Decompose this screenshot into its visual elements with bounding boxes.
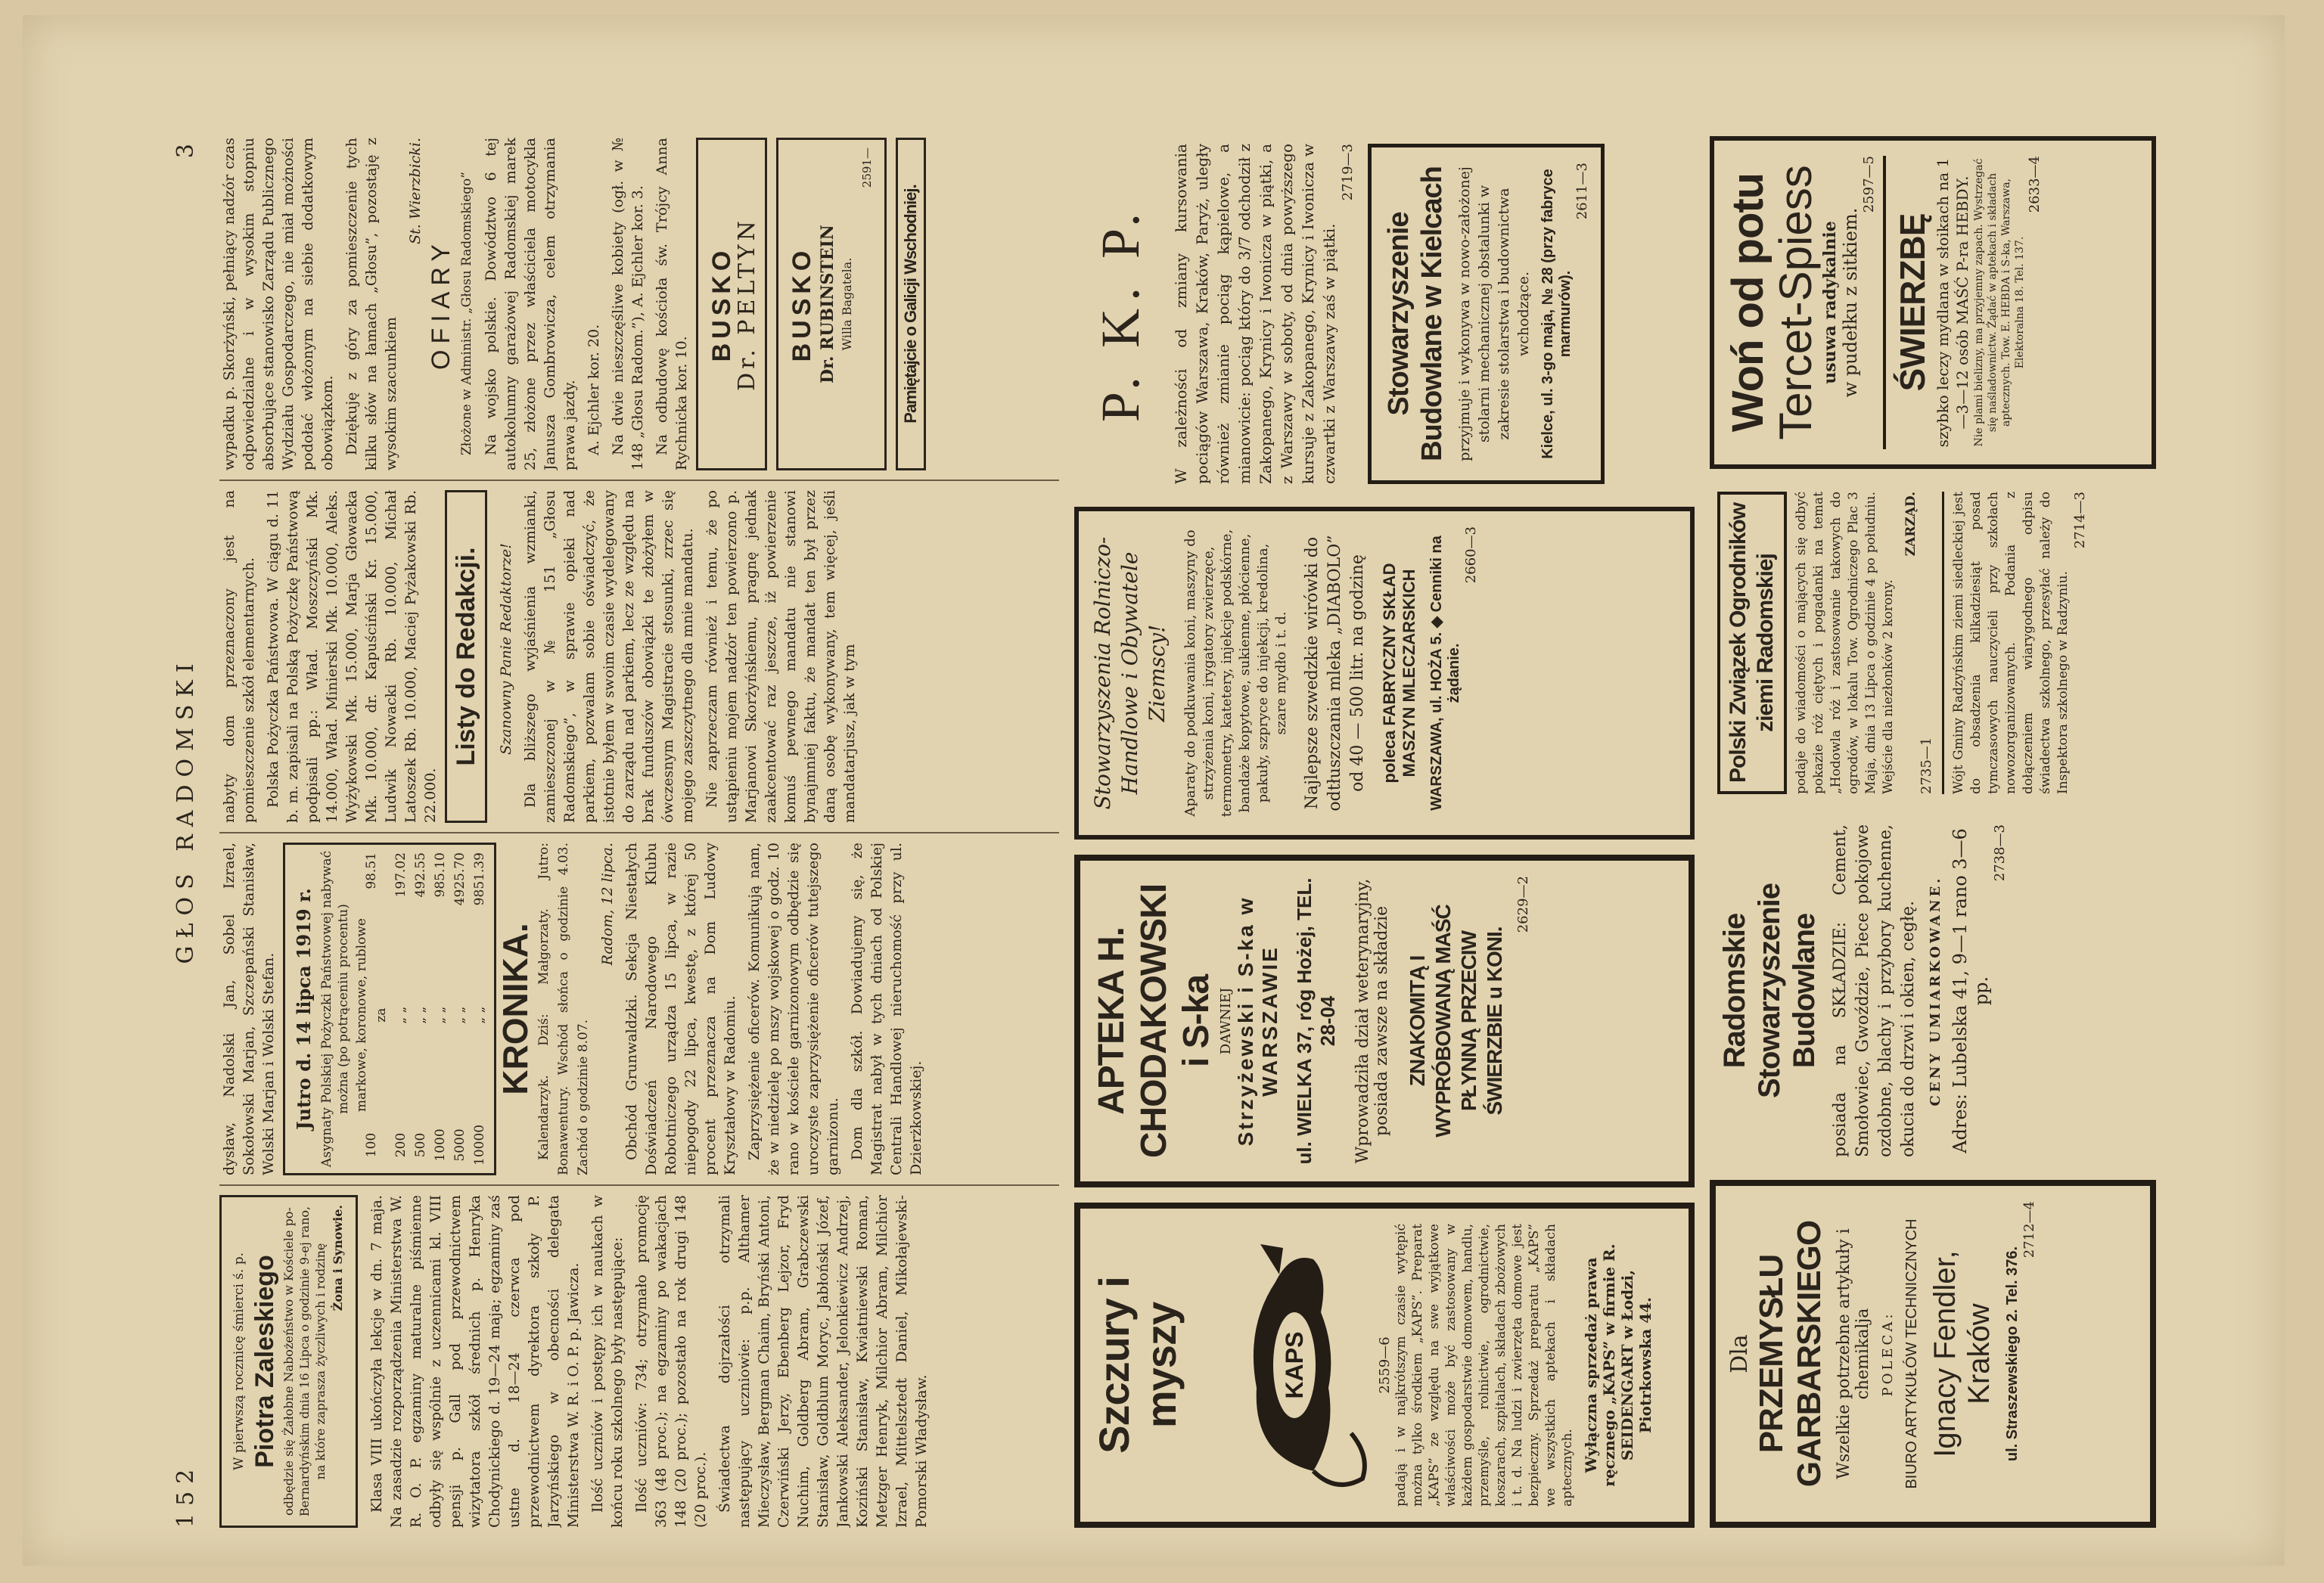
table-row: 500 „ „ 492.55	[413, 852, 428, 1158]
busko-peltyn-ad	[696, 138, 767, 470]
swierzbe-title: ŚWIERZBĘ	[1893, 213, 1932, 392]
tercet-ad	[1710, 136, 2156, 469]
pkp-text: W zależności od zmiany kursowania pociągów Warszawa, Kraków, Paryż, uległy również zmianie pociąg kąpielowe, a mianowicie: pociąg który do 3/7 odchodził z Zakopanego, Krynicy i Iwonicza w piątki, a z Warszawy w soboty, od dnia powyższego kursuje z Zakopanego, Krynicy i Iwonicza w czwartki z Warszawy zaś w piątki.	[1172, 144, 1338, 484]
paragraph: dysław, Nadolski Jan, Sobel Izrael, Sokołowski Marjan, Szczepański Stanisław, Wolski Marjan i Wolski Stefan.	[221, 843, 277, 1175]
page-number-right: 3	[172, 136, 199, 159]
radzyn-text: Wójt Gminy Radzyńskim ziemi siedleckiej jest do obsadzenia kilkadziesiąt posad tymczasowych nauczycieli przy szkołach nowozorganizowanych. Podania z dołączeniem wiarygodnego odpisu świadectwa szkolnego, przesyłać należy do Inspektora szkolnego w Radzyniu.	[1942, 492, 2072, 794]
loan-table	[352, 849, 489, 1169]
column-3	[219, 490, 1059, 823]
galicja-text: Pamiętajcie o Galicji Wschodniej.	[901, 185, 920, 424]
ad-number: 2735—1	[1919, 737, 1934, 794]
kaps-text: padają i w najkrótszym czasie wytępić można tylko środkiem „KAPS”. Preparat „KAPS” ze względu na swe wyjątkowe właściwości może być zastosowany w każdem gospodarstwie domowem, handlu, przemyśle, rolnictwie, ogrodnictwie, koszarach, szpitalach, składach zbożowych i t. d. Na ludzi i zwierzęta domowe jest bezpieczny. Sprzedaż preparatu „KAPS” we wszystkich aptekach i składach aptecznych.	[1393, 1224, 1575, 1507]
table-row: 100 markowe, koronowe, rublowe za 98.51	[354, 852, 389, 1158]
letters-heading: Listy do Redakcji.	[452, 547, 480, 766]
ad-number: 2559—6	[1377, 1336, 1393, 1394]
garbarski-address: ul. Straszewskiego 2. Tel. 376.	[2004, 1246, 2021, 1462]
kielce-title: Stowarzyszenie Budowlane w Kielcach	[1383, 166, 1448, 461]
ad-number: 2591—	[860, 147, 874, 188]
paragraph: Na odbudowę kościoła św. Trójcy Anna Rychnicka kor. 10.	[654, 138, 690, 470]
column-divider	[219, 1184, 1059, 1186]
ogrodnikow-text: podaje do wiadomości o mających się odbyć pokazie róż ciętych i pogadanki na temat „Hodowla róż i zastosowanie takowych do ogrodów, w lokalu Tow. Ogrodniczego Plac 3 Maja, dnia 13 Lipca o godzinie 4 po południu. Wejście dla niezłonków 2 korony.	[1794, 492, 1896, 794]
paragraph: Obchód Grunwaldzki. Sekcja Niestałych Doświadczeń Narodowego Klubu Robotniczego urządza 15 lipca, w razie niepogody 22 lipca, kwestę, z której 50 procent przeznacza na Dom Ludowy Kryształowy w Radomiu.	[623, 843, 738, 1175]
ad-number: 2660—3	[1463, 526, 1479, 584]
calendar: Kalendarzyk. Dziś: Małgorzaty. Jutro: Bonawentury. Wschód słońca o godzinie 4.03. Zachód o godzinie 8.07.	[536, 843, 591, 1175]
diabolo-title: Stowarzyszenia Rolniczo-Handlowe i Obywatele Ziemscy!	[1090, 536, 1170, 810]
chodakowski-text: Wprowadziła dział weterynaryjny, posiada zawsze na składzie	[1353, 878, 1391, 1164]
chodakowski-dawniej: DAWNIEJ	[1218, 987, 1234, 1055]
hebda-ad	[1883, 156, 2043, 449]
radomskie-title: Radomskie Stowarzyszenie Budowlane	[1718, 883, 1821, 1098]
ad-number: 2611—3	[1574, 163, 1590, 220]
obituary-line1: W pierwszą rocznicę śmierci ś. p.	[231, 1252, 247, 1471]
loan-box	[283, 843, 496, 1175]
ad-number: 2714—3	[2072, 492, 2088, 549]
chodakowski-ad	[1074, 855, 1695, 1187]
tercet-z-sitkiem: z sitkiem.	[1840, 207, 1861, 296]
column-divider	[219, 480, 1059, 481]
paragraph: Na dwie nieszczęśliwe kobiety (ogł. w № 148 „Głosu Radom.”), A. Ejchler kor. 3.	[610, 138, 646, 470]
diabolo-address: WARSZAWA, ul. HOŻA 5. ◆ Cenniki na żądanie.	[1428, 535, 1462, 811]
paragraph: A. Ejchler kor. 20.	[586, 324, 602, 455]
pkp-notice	[1074, 136, 1695, 492]
garbarski-title: PRZEMYSŁU GARBARSKIEGO	[1753, 1220, 1828, 1488]
busko-doctor: Dr. RUBINSTEIN	[818, 225, 837, 383]
radomskie-address: Adres: Lubelska 41, 9—1 rano 3—6 pp.	[1950, 828, 1992, 1153]
obituary-name: Piotra Zaleskiego	[250, 1255, 279, 1468]
page-header	[159, 136, 212, 1528]
newspaper-title: GŁOS RADOMSKI	[172, 656, 199, 964]
obituary-sign: Żona i Synowie.	[331, 1205, 345, 1311]
table-row: 200 „ „ 197.02	[393, 852, 409, 1158]
busko-rubinstein-ad	[776, 138, 887, 470]
busko-doctor: Dr. PELTYN	[734, 217, 760, 391]
article-columns	[219, 136, 1067, 1528]
chodakowski-title: APTEKA H. CHODAKOWSKI i S-ka	[1092, 883, 1216, 1159]
date-heading: Jutro d. 14 lipca 1919 r.	[293, 888, 315, 1130]
ad-number: 2719—3	[1340, 144, 1356, 201]
table-row: 1000 „ „ 985.10	[433, 852, 448, 1162]
ad-number: 2712—4	[2021, 1201, 2037, 1259]
paragraph: nabyty dom przeznaczony jest na pomieszczenie szkół elementarnych.	[221, 490, 257, 823]
loan-heading: Asygnaty Polskiej Pożyczki Państwowej nabywać można (po potrąceniu procentu)	[319, 850, 351, 1168]
garbarski-dla: Dla	[1726, 1334, 1753, 1373]
rat-logo-icon	[1185, 1229, 1374, 1501]
kielce-ad	[1368, 144, 1605, 484]
tercet-title2: Tercet-Spiess	[1770, 165, 1821, 440]
letter-signature: St. Wierzbicki.	[407, 138, 424, 244]
diabolo-extra: Aparaty do podkuwania koni, maszyny do strzyżenia koni, irygatory zwierzęce, termometry, katetery, injekcje podskórne, bandaże kopytowe, sukienne, płócienne, pakuły, szpryce do injekcji, kredolina, szare mydło i t. d.	[1182, 529, 1289, 818]
paragraph: wypadku p. Skorżyński, pełniący nadzór czas odpowiedzialne i w wysokim stopniu absorbujące stanowisko Zarządu Publicznego Wydziału Gospodarczego, nie miał możności podołać włożonym na siebie dodatkowym obowiązkom.	[221, 138, 336, 470]
radomskie-ad	[1710, 817, 2156, 1165]
kielce-text: przyjmuje i wykonywa w nowo-założonej stolarni mechanicznej obstalunki w zakresie stolarstwa i budownictwa wchodzące.	[1456, 166, 1532, 461]
paragraph: Dziękuję z góry za pomieszczenie tych kilku słów na łamach „Głosu”, pozostaję z wysokim szacunkiem	[343, 138, 399, 470]
paragraph: Klasa VIII ukończyła lekcje w dn. 7 maja. Na zasadzie rozporządzenia Ministerstwa W. R. O. P. egzaminy maturalne piśmienne odbyły się wspólnie z uczennicami kl. VIII pensji p. Gall pod przewodnictwem wizytatora szkół średnich p. Henryka Chodynickiego d. 19—24 maja; egzaminy zaś ustne d. 18—24 czerwca pod przewodnictwem dyrektora szkoły P. Jarzyńskiego w obecności delegata Ministerstwa W. R. i O. P. p. Jawicza.	[368, 1195, 582, 1528]
garbarski-biuro: BIURO ARTYKUŁÓW TECHNICZNYCH	[1903, 1218, 1920, 1489]
garbarski-poleca: POLECA:	[1880, 1311, 1896, 1397]
paragraph: Zaprzysiężenie oficerów. Komunikują nam, że w niedzielę po mszy wojskowej o godz. 10 rano w kościele garnizonowym odbędzie się uroczyste zaprzysiężenie oficerów tutejszego garnizonu.	[746, 843, 841, 1175]
garbarski-name: Ignacy Fendler, Kraków	[1928, 1250, 1996, 1457]
ogrodnikow-ad	[1710, 484, 2156, 802]
pkp-title: P. K. P.	[1090, 205, 1151, 423]
paragraph: Polska Pożyczka Państwowa. W ciągu d. 11 b. m. zapisali na Polską Pożyczkę Państwową podpisali pp.: Wład. Moszczyński Mk. 14.000, Wład. Minierski Mk. 10.000, Aleks. Wyżykowski Mk. 15.000, Marja Głowacka Mk. 10.000, dr. Kapuściński Kr. 15.000, Ludwik Nowacki Rb. 10.000, Michał Latoszek Rb. 10.000, Maciej Pyżakowski Rb. 22.000.	[265, 490, 439, 823]
rotated-page	[159, 136, 2171, 1528]
kaps-logo-text: KAPS	[1281, 1331, 1308, 1399]
kielce-address: Kielce, ul. 3-go maja, № 28 (przy fabryce marmurów).	[1539, 169, 1574, 459]
hebda-text: szybko leczy mydlana w słoikach na 1—3—12 osób MAŚĆ P-ra HEBDY.	[1934, 157, 1971, 448]
letters-greeting: Szanowny Panie Redaktorze!	[498, 543, 514, 755]
column-1	[219, 1195, 1059, 1528]
kronika-heading: KRONIKA.	[496, 923, 535, 1095]
kaps-ad	[1074, 1203, 1695, 1528]
obituary-box	[219, 1195, 358, 1528]
radomskie-ceny: CENY UMIARKOWANE.	[1928, 875, 1943, 1107]
ofiary-heading: OFIARY	[427, 238, 455, 370]
kaps-firm: Wyłączna sprzedaż prawa ręcznego „KAPS” w firmie R. SEIDENGART w Łodzi, Piotrkowska 44.	[1582, 1243, 1654, 1487]
obituary-text: odbędzie się Żałobne Nabożeństwo w Kościele po-Bernardyńskim dnia 16 Lipca o godzinie 9-ej rano, na które zaprasza życzliwych i rodzinę	[281, 1206, 328, 1517]
tercet-usuwa: usuwa radykalnie	[1820, 221, 1840, 384]
paragraph: Dom dla szkół. Dowiadujemy się, że Magistrat nabył w tych dniach od Polskiej Centrali Handlowej nieruchomość przy ul. Dzierżkowskiej.	[849, 843, 924, 1175]
table-row: 10000 „ „ 9851.39	[472, 852, 487, 1166]
paragraph: Ilość uczniów i postępy ich w naukach w końcu roku szkolnego były następujące:	[589, 1195, 626, 1528]
chodakowski-sub: Strzyżewski i S-ka w WARSZAWIE	[1234, 895, 1282, 1147]
ogrodnikow-sign: ZARZĄD.	[1903, 492, 1919, 557]
busko-title: BUSKO	[707, 246, 736, 362]
paragraph: Świadectwa dojrzałości otrzymali następujący uczniowie: p.p. Althamer Mieczysław, Bergman Chaim, Bryński Antoni, Czerwiński Jerzy, Ebenberg Lejzor, Fryd Nuchim, Goldberg Abram, Grabczewski Stanisław, Goldblum Moryc, Jabłoński Józef, Jankowski Aleksander, Jelonkiewicz Andrzej, Koziński Stanisław, Kwiatniewski Roman, Metzger Henryk, Milchior Abram, Milchior Izrael, Mittelsztedt Daniel, Mikołajewski-Pomorski Władysław.	[716, 1195, 930, 1528]
kaps-title: Szczury i myszy	[1090, 1277, 1185, 1454]
paragraph: Złożone w Administr. „Głosu Radomskiego”	[459, 172, 474, 455]
diabolo-ad	[1074, 507, 1695, 840]
tercet-w-pudelku: w pudełku	[1840, 302, 1861, 398]
advertisement-area	[1074, 136, 2164, 1528]
page-number-left: 152	[172, 1461, 199, 1528]
table-row: 5000 „ „ 4925.70	[452, 852, 468, 1162]
ad-number: 2633—4	[2027, 156, 2043, 213]
chodakowski-bottom: ZNAKOMITĄ I WYPRÓBOWANĄ MAŚĆ PŁYNNĄ PRZECIW ŚWIERZBIE u KONI.	[1406, 905, 1506, 1138]
diabolo-text: Najlepsze szwedzkie wirówki do odtłuszczania mleka „DIABOLO” od 40 — 500 litr. na godzinę	[1303, 535, 1367, 812]
column-2	[219, 843, 1059, 1175]
galicja-box	[896, 138, 926, 470]
paragraph: Na wojsko polskie. Dowództwo 6 tej autokolumny garażowej Radomskiej marek 25, złożone przez właściciela motocykla Janusza Gombrowicza, celem otrzymania prawa jazdy.	[483, 138, 578, 470]
garbarski-ad	[1710, 1180, 2156, 1528]
garbarski-sub: Wszelkie potrzebne artykuły i chemikalja	[1835, 1228, 1872, 1479]
paragraph: Ilość uczniów: 734; otrzymało promocję 363 (48 proc.); na egzaminy po wakacjach 148 (20 proc.); pozostało na rok drugi 148 (20 proc.).	[633, 1195, 709, 1528]
diabolo-poleca: poleca FABRYCZNY SKŁAD MASZYN MLECZARSKICH	[1380, 563, 1418, 784]
radomskie-text: posiada na SKŁADZIE: Cement, Smołowiec, Gwoździe, Piece pokojowe ozdobne, blachy i przybory kuchenne, okucia do drzwi i okien, cegłę.	[1831, 824, 1918, 1157]
ad-number: 2629—2	[1515, 876, 1531, 933]
ad-number: 2738—3	[1992, 824, 2008, 882]
newspaper-sheet	[23, 15, 2285, 1566]
hebda-small: Nie plami bielizny, ma przyjemny zapach. Wystrzegać się naśladownictw. Żądać w aptekach i składach aptecznych. Tow. E. HEBDA i S-ka, Warszawa, Elektoralna 18. Tel. 137.	[1973, 158, 2026, 447]
tercet-title1: Woń od potu	[1723, 172, 1773, 433]
busko-villa: Willa Bagatela.	[840, 257, 854, 351]
ogrodnikow-title: Polski Związek Ogrodników ziemi Radomskiej	[1717, 492, 1787, 794]
chodakowski-address: ul. WIELKA 37, róg Hożej, TEL. 28-04	[1293, 877, 1339, 1165]
paragraph: Dla bliższego wyjaśnienia wzmianki, zamieszczonej w № 151 „Głosu Radomskiego”, w sprawie opieki nad parkiem, pozwalam sobie oświadczyć, że istotnie byłem w swoim czasie wydelegowany do zarządu nad parkiem, lecz ze względu na brak funduszów obowiązki te złożyłem w ówczesnym Magistracie stosunki, zrzec się mojego zaszczytnego dla mnie mandatu.	[522, 490, 696, 823]
busko-title: BUSKO	[788, 246, 816, 362]
letters-box	[445, 490, 487, 823]
paragraph: Nie zaprzeczam również i temu, że po ustąpieniu mojem nadzór ten powierzono p. Marjanowi Skorżyńskiemu, pragnę jednak zaakcentować raz jeszcze, iż powierzenie komuś pewnego mandatu nie stanowi bynajmniej faktu, że mandat ten był przez daną osobę wykonywany, tem więcej, jeśli mandatarjusz, jak w tym	[704, 490, 858, 823]
column-4	[219, 138, 1059, 470]
dateline: Radom, 12 lipca.	[599, 843, 616, 966]
ad-number: 2597—5	[1861, 156, 1877, 213]
column-divider	[219, 832, 1059, 833]
